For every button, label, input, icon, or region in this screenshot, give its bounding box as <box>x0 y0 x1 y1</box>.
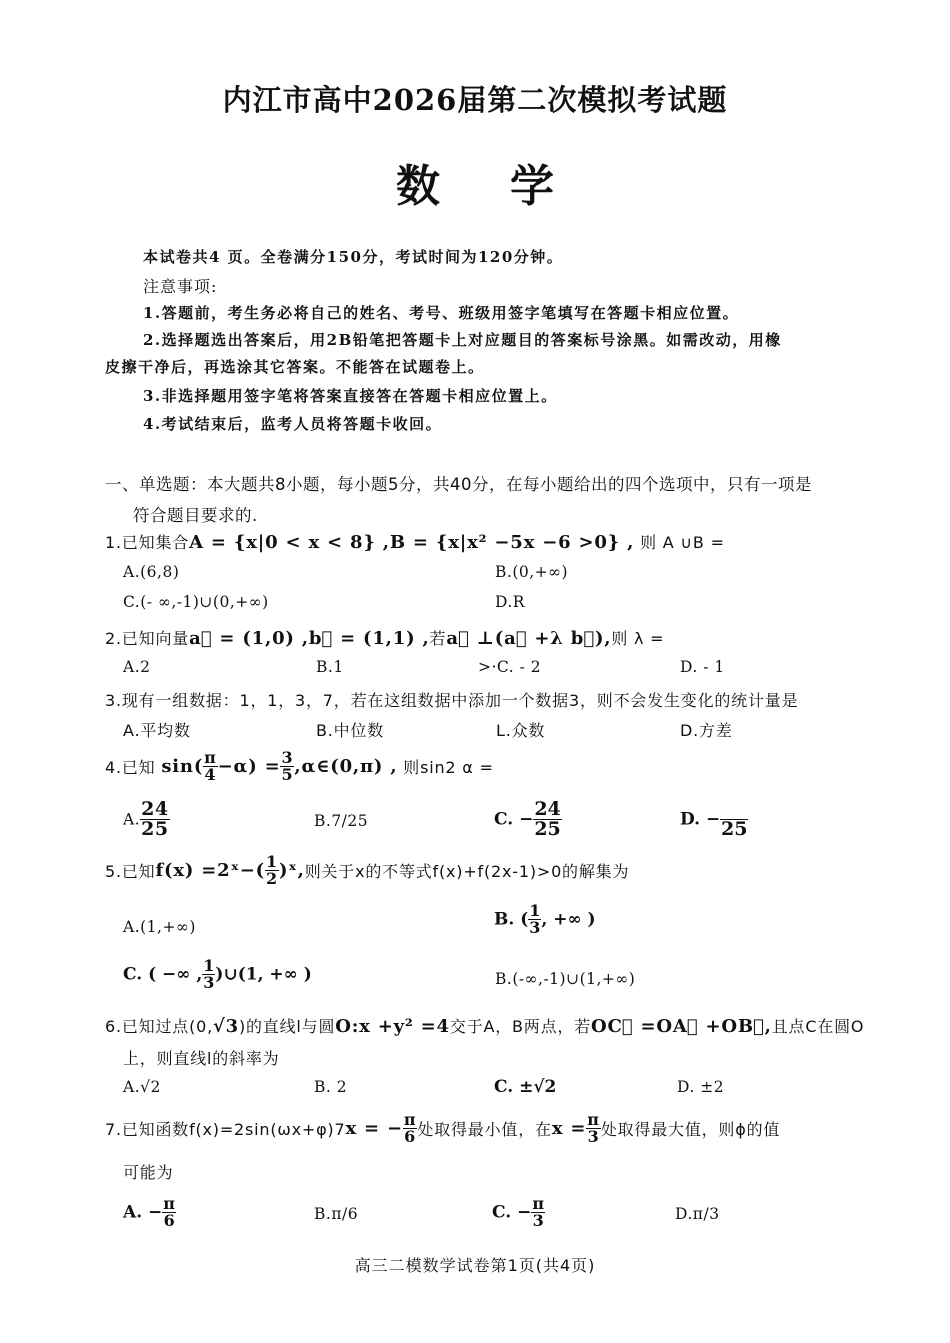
q4-option-d <box>680 800 748 839</box>
note-4: 4.考试结束后，监考人员将答题卡收回。 <box>143 415 443 433</box>
question-1 <box>105 530 725 553</box>
question-5 <box>105 854 629 887</box>
q7-frac2-num: π <box>587 1110 600 1129</box>
q7-frac1-num: π <box>403 1110 417 1129</box>
q5-c-den: 3 <box>203 973 215 992</box>
q6-circle: O:x +y² =4 <box>335 1016 450 1037</box>
question-2 <box>105 626 664 649</box>
q5-c-fraction <box>202 958 215 991</box>
page-footer: 高三二模数学试卷第1页(共4页) <box>354 1256 596 1275</box>
q5-b-pre: B. ( <box>494 909 529 930</box>
q5-prefix: 5.已知 <box>105 862 156 881</box>
q4-a-label: A. <box>123 810 141 829</box>
q5-option-d: B.(-∞,-1)∪(1,+∞) <box>495 970 636 988</box>
q7-fraction-pi-6 <box>403 1112 418 1145</box>
q4-a-num: 24 <box>141 798 169 820</box>
section-1-heading-cont: 符合题目要求的. <box>133 506 258 525</box>
q4-d-num <box>720 800 748 820</box>
exam-intro: 本试卷共4 页。全卷满分150分，考试时间为120分钟。 <box>143 248 564 266</box>
q1-math: A = {x|0 < x < 8} ,B = {x|x² −5x −6 >0} , <box>189 532 635 553</box>
question-7 <box>105 1112 780 1145</box>
question-4 <box>105 750 494 783</box>
q7-c-den: 3 <box>532 1211 544 1230</box>
q7-a-den: 6 <box>163 1211 175 1230</box>
q4-c-num: 24 <box>534 798 561 820</box>
q2-option-d: D. - 1 <box>680 658 725 676</box>
q4-frac2-num: 3 <box>281 748 294 767</box>
q4-prefix: 4.已知 <box>105 758 156 777</box>
q5-option-b <box>494 903 596 936</box>
q7-a-fraction <box>162 1196 176 1229</box>
q3-option-b: B.中位数 <box>316 721 385 740</box>
q1-option-c: C.(- ∞,-1)∪(0,+∞) <box>123 593 269 611</box>
q7-option-d: D.π/3 <box>675 1205 720 1223</box>
note-2a: 2.选择题选出答案后，用2B铅笔把答题卡上对应题目的答案标号涂黑。如需改动，用橡 <box>143 331 782 349</box>
exam-title: 内江市高中2026届第二次模拟考试题 <box>222 83 728 117</box>
q2-option-b: B.1 <box>316 658 344 676</box>
section-1-heading: 一、单选题：本大题共8小题，每小题5分，共40分，在每小题给出的四个选项中，只有一项是 <box>105 475 812 494</box>
q4-sin: sin( <box>161 756 204 777</box>
q4-fraction-3-5 <box>280 750 294 783</box>
q4-alpha: −α) = <box>217 756 281 777</box>
q2-option-c: >·C. - 2 <box>478 658 542 676</box>
q5-c-pre: C. ( −∞ , <box>123 964 203 985</box>
q7-mid: 处取得最小值，在 <box>417 1120 552 1139</box>
q7-option-c <box>492 1196 545 1229</box>
q5-option-c <box>123 958 312 991</box>
q4-c-fraction <box>533 800 561 839</box>
subject-title: 数学 <box>396 161 624 212</box>
q5-b-fraction <box>528 903 541 936</box>
q4-fraction-pi-4 <box>203 750 218 783</box>
q4-a-fraction <box>140 800 169 839</box>
q1-prefix: 1.已知集合 <box>105 533 190 552</box>
q5-fraction-1-2 <box>265 854 279 887</box>
q2-prefix: 2.已知向量 <box>105 629 190 648</box>
q4-option-b: B.7/25 <box>314 812 369 830</box>
q4-a-den: 25 <box>141 818 169 840</box>
q6-sqrt: √3 <box>212 1016 239 1037</box>
q6-option-a: A.√2 <box>123 1078 161 1096</box>
q1-option-d: D.R <box>495 593 525 611</box>
q5-c-post: )∪(1, +∞ ) <box>215 964 312 985</box>
q3-option-d: D.方差 <box>680 721 733 740</box>
q4-d-label: D. − <box>680 809 721 830</box>
q5-b-post: , +∞ ) <box>541 909 596 930</box>
q2-math-2: a⃗ ⊥(a⃗ +λ b⃗), <box>446 628 612 649</box>
question-6 <box>105 1014 864 1037</box>
q4-frac2-den: 5 <box>281 765 294 784</box>
q6-mid-2: 交于A，B两点，若 <box>449 1017 591 1036</box>
q4-c-label: C. − <box>494 809 534 830</box>
q7-suffix: 处取得最大值，则ϕ的值 <box>600 1120 781 1139</box>
q6-suffix: 且点C在圆O <box>771 1017 865 1036</box>
q5-c-num: 1 <box>203 956 215 975</box>
q6-option-b: B. 2 <box>314 1078 348 1096</box>
note-3: 3.非选择题用签字笔将答案直接答在答题卡相应位置上。 <box>143 387 558 405</box>
q4-c-den: 25 <box>534 818 561 840</box>
q4-rest: ,α∈(0,π) , <box>294 756 398 777</box>
q5-option-a: A.(1,+∞) <box>123 918 196 936</box>
question-3: 3.现有一组数据：1，1，3，7，若在这组数据中添加一个数据3，则不会发生变化的统计量是 <box>105 691 799 710</box>
q7-c-label: C. − <box>492 1202 532 1223</box>
q7-x2: x = <box>551 1118 587 1139</box>
q5-math-1: f(x) =2ˣ−( <box>155 860 265 881</box>
q6-option-d: D. ±2 <box>677 1078 725 1096</box>
q2-mid: 若 <box>429 629 447 648</box>
q1-option-b: B.(0,+∞) <box>495 563 569 581</box>
q5-math-2: )ˣ, <box>278 860 305 881</box>
q7-option-a <box>123 1196 176 1229</box>
q2-math: a⃗ = (1,0) ,b⃗ = (1,1) , <box>189 628 430 649</box>
q6-vector: OC⃗ =OA⃗ +OB⃗, <box>591 1016 772 1037</box>
q2-option-a: A.2 <box>123 658 151 676</box>
q6-prefix: 6.已知过点(0, <box>105 1017 213 1036</box>
q7-fraction-pi-3 <box>586 1112 601 1145</box>
q7-a-num: π <box>163 1194 175 1213</box>
q6-line-2: 上，则直线l的斜率为 <box>123 1049 280 1068</box>
q4-option-a <box>123 800 170 839</box>
q5-b-num: 1 <box>529 901 541 920</box>
q5-frac-num: 1 <box>266 852 278 871</box>
note-1: 1.答题前，考生务必将自己的姓名、考号、班级用签字笔填写在答题卡相应位置。 <box>143 304 740 322</box>
q5-frac-den: 2 <box>266 869 278 888</box>
q3-option-a: A.平均数 <box>123 721 191 740</box>
q2-suffix: 则 λ = <box>611 629 665 648</box>
q4-d-den: 25 <box>720 818 748 840</box>
q7-frac2-den: 3 <box>587 1127 600 1146</box>
q6-mid: )的直线l与圆 <box>238 1017 336 1036</box>
q7-prefix: 7.已知函数f(x)=2sin(ωx+φ)7 <box>105 1120 346 1139</box>
q5-b-den: 3 <box>529 918 541 937</box>
q4-d-fraction <box>720 800 748 839</box>
q5-suffix: 则关于x的不等式f(x)+f(2x-1)>0的解集为 <box>304 862 630 881</box>
q7-line-2: 可能为 <box>123 1163 174 1182</box>
q6-option-c: C. ±√2 <box>494 1077 557 1097</box>
q4-option-c <box>494 800 562 839</box>
q4-suffix: 则sin2 α = <box>403 758 494 777</box>
note-2b: 皮擦干净后，再选涂其它答案。不能答在试题卷上。 <box>105 358 485 376</box>
q7-c-num: π <box>532 1194 545 1213</box>
q1-option-a: A.(6,8) <box>123 563 180 581</box>
q3-option-c: L.众数 <box>496 721 546 740</box>
q1-suffix: 则 A ∪B = <box>640 533 725 552</box>
notes-heading: 注意事项: <box>143 277 218 296</box>
q7-c-fraction <box>531 1196 545 1229</box>
q4-frac-num: π <box>204 748 217 767</box>
q7-frac1-den: 6 <box>404 1127 417 1146</box>
q7-option-b: B.π/6 <box>314 1205 359 1223</box>
q7-x1: x = − <box>345 1118 403 1139</box>
q4-frac-den: 4 <box>204 765 217 784</box>
q7-a-label: A. − <box>123 1202 163 1223</box>
